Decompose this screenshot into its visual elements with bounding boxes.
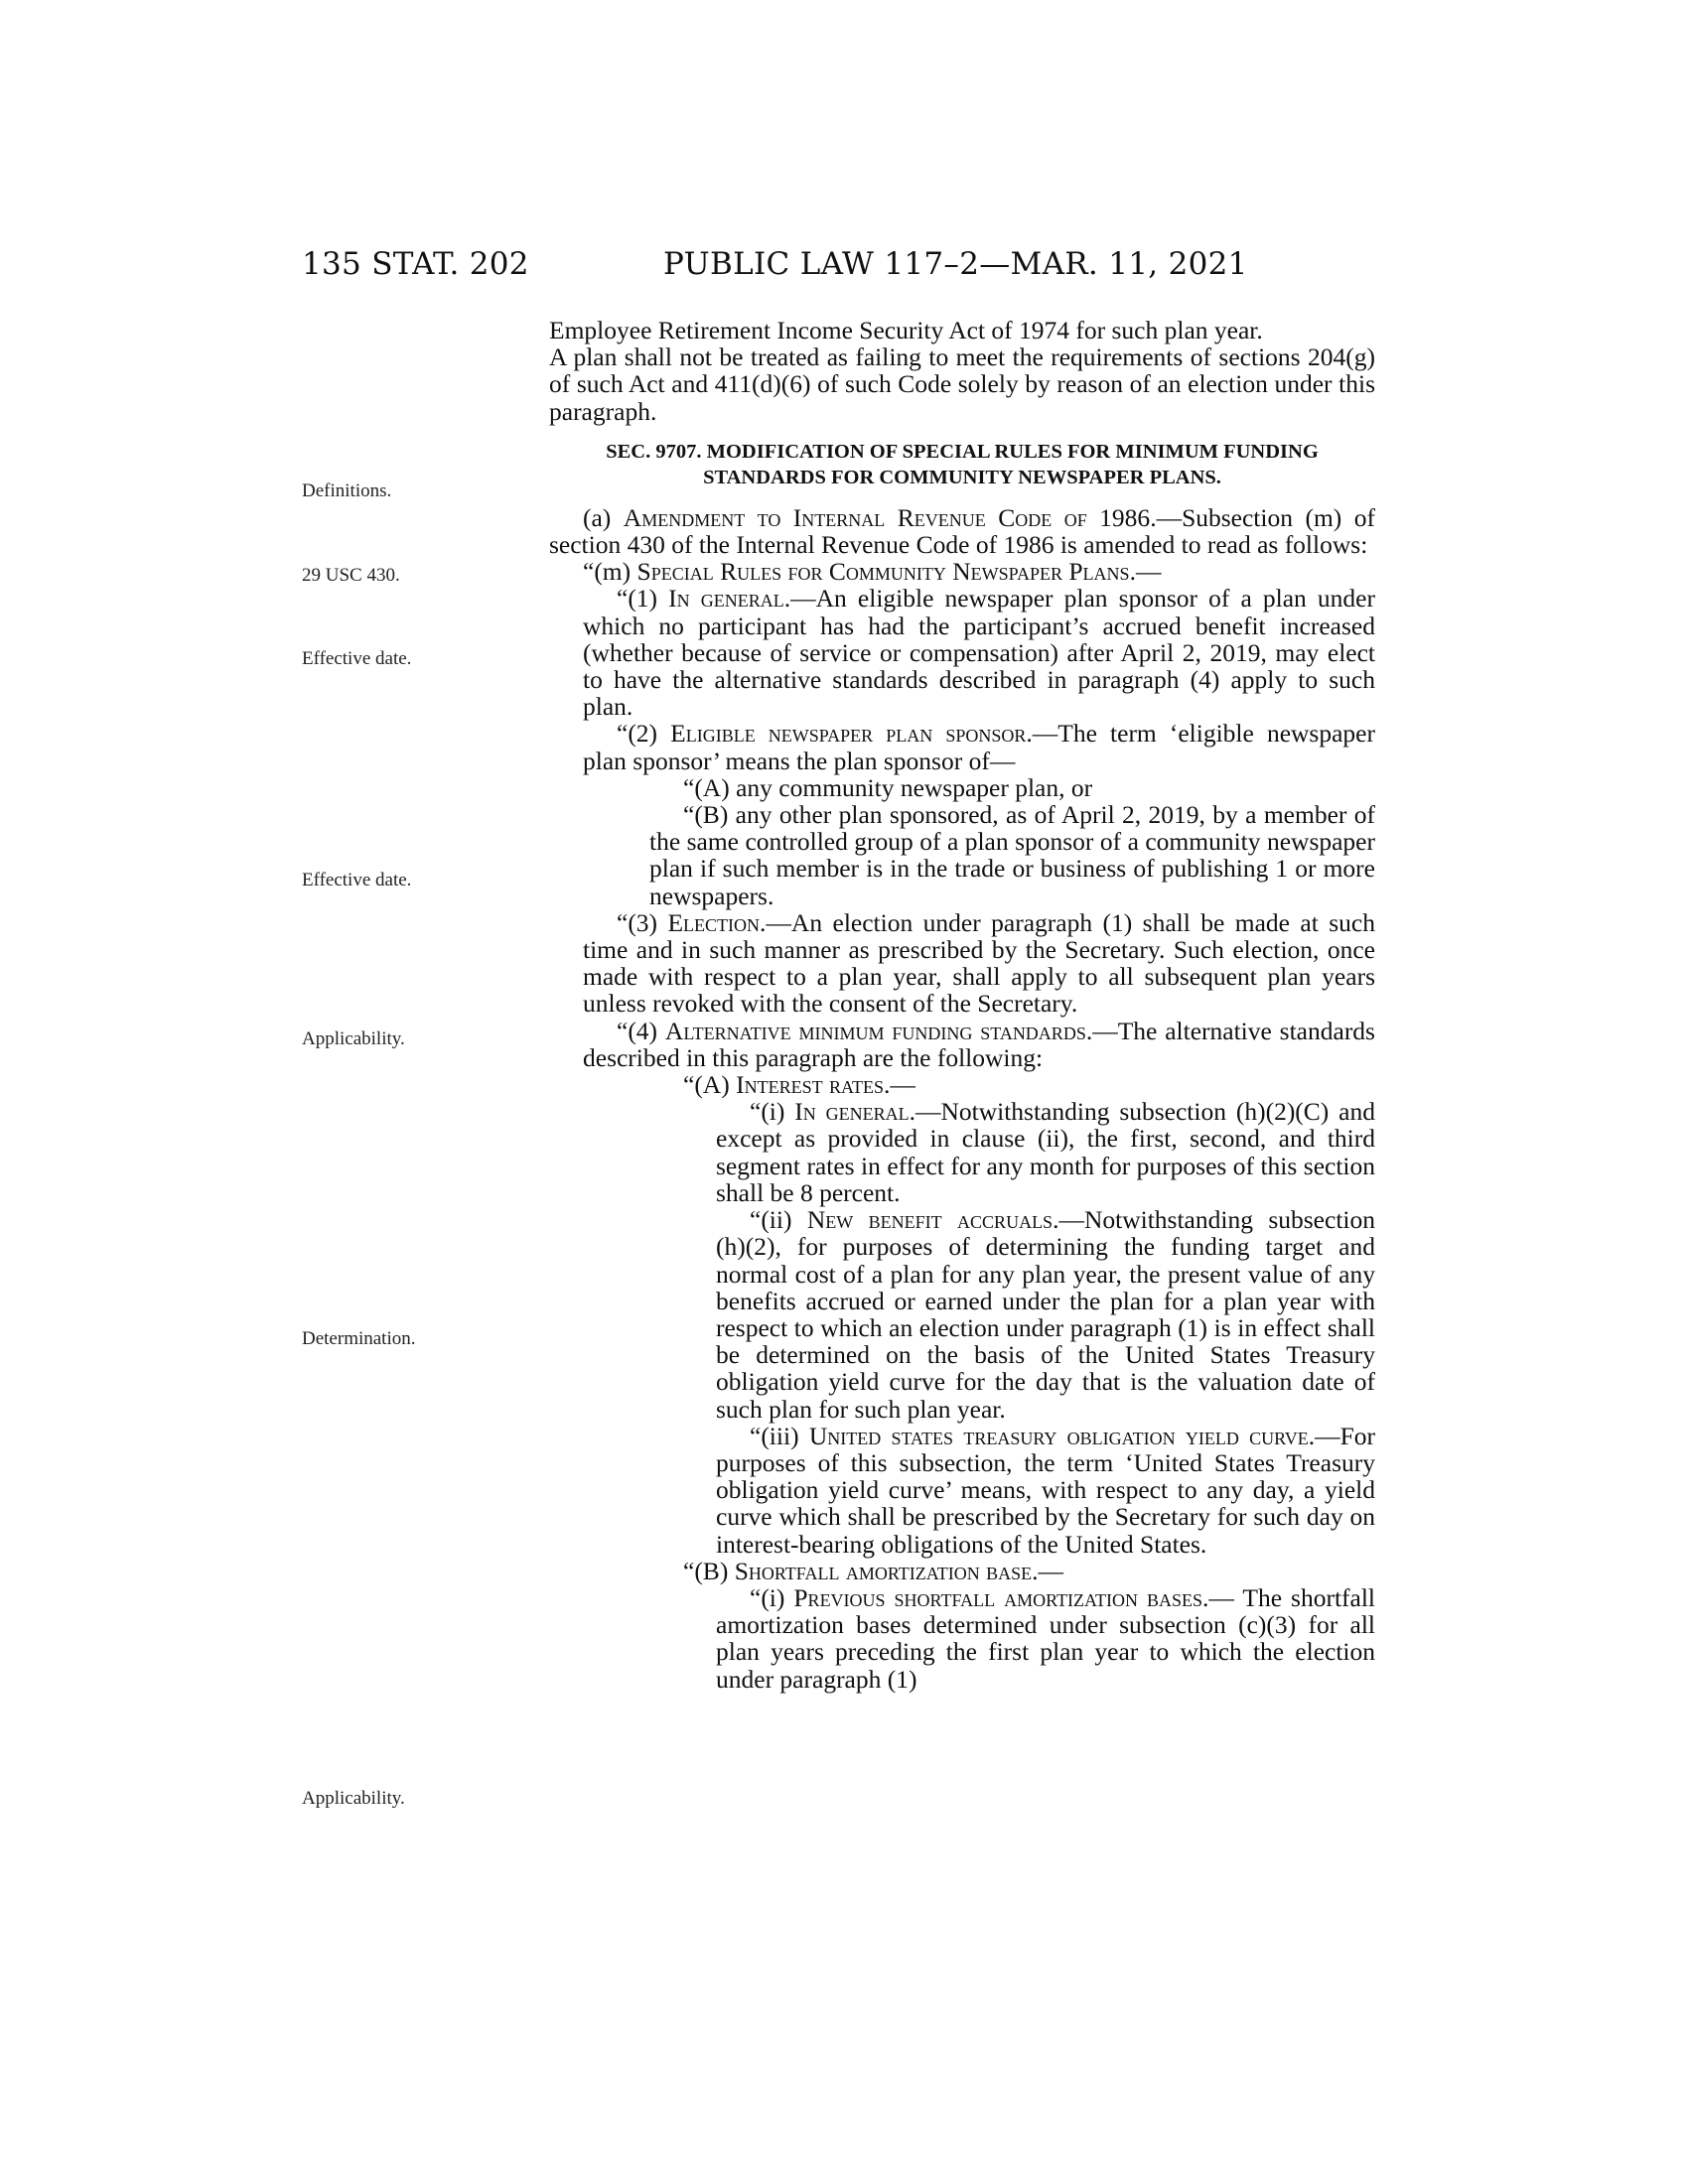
subsection-m: “(m) Special Rules for Community Newspaper Plans.—	[583, 557, 1162, 587]
clause-B-i: “(i) Previous shortfall amortization bases.— The shortfall amortization bases determined under subsection (c)(3) for all plan years preceding the first plan year to which the election under paragraph (1)	[716, 1582, 1376, 1694]
subsection-a: (a) Amendment to Internal Revenue Code of 1986.—Subsection (m) of section 430 of the Internal Revenue Code of 1986 is amended to read as follows:	[549, 502, 1375, 560]
section-heading: SEC. 9707. MODIFICATION OF SPECIAL RULES FOR MINIMUM FUNDING STANDARDS FOR COMMUNITY NEWSPAPER PLANS.	[606, 440, 1319, 488]
margin-note-definitions: Definitions.	[302, 480, 392, 501]
paragraph-1: “(1) In general.—An eligible newspaper plan sponsor of a plan under which no participant has had the participant’s accrued benefit increased (whether because of service or compensation) after April 2, 2019, may elect to have the alternative standards described in paragraph (4) apply to such plan.	[583, 584, 1375, 722]
page-stat-number: 135 STAT. 202	[302, 246, 529, 282]
plan-treatment-paragraph: A plan shall not be treated as failing to meet the requirements of sections 204(g) of such Act and 411(d)(6) of such Code solely by reason of an election under this paragraph.	[549, 342, 1375, 426]
continuation-paragraph: Employee Retirement Income Security Act of 1974 for such plan year.	[549, 316, 1263, 344]
clause-A-ii: “(ii) New benefit accruals.—Notwithstanding subsection (h)(2), for purposes of determining the funding target and normal cost of a plan for any plan year, the present value of any benefits accrued or earned under the plan for a plan year with respect to which an election under paragraph (1) is in effect shall be determined on the basis of the United States Treasury obligation yield curve for the day that is the valuation date of such plan for such plan year.	[716, 1205, 1375, 1424]
margin-note-usc-citation: 29 USC 430.	[302, 565, 400, 586]
paragraph-2: “(2) Eligible newspaper plan sponsor.—The term ‘eligible newspaper plan sponsor’ means the plan sponsor of—	[583, 719, 1375, 775]
subparagraph-B: “(B) Shortfall amortization base.—	[683, 1556, 1063, 1585]
statute-body	[549, 317, 1375, 1693]
margin-note-applicability-2: Applicability.	[302, 1788, 405, 1809]
subparagraph-A: “(A) Interest rates.—	[683, 1070, 915, 1100]
paragraph-2-B: “(B) any other plan sponsored, as of April 2, 2019, by a member of the same controlled group of a plan sponsor of a community newspaper plan if such member is in the trade or business of publishing 1 or more newspapers.	[649, 800, 1375, 910]
margin-note-determination: Determination.	[302, 1328, 416, 1349]
margin-note-effective-date-2: Effective date.	[302, 870, 412, 890]
paragraph-4: “(4) Alternative minimum funding standards.—The alternative standards described in this paragraph are the following:	[583, 1016, 1375, 1072]
clause-A-i: “(i) In general.—Notwithstanding subsection (h)(2)(C) and except as provided in clause (ii), the first, second, and third segment rates in effect for any month for purposes of this section shall be 8 percent.	[716, 1097, 1375, 1207]
paragraph-3: “(3) Election.—An election under paragraph (1) shall be made at such time and in such manner as prescribed by the Secretary. Such election, once made with respect to a plan year, shall apply to all subsequent plan years unless revoked with the consent of the Secretary.	[583, 907, 1375, 1019]
running-header-title: PUBLIC LAW 117–2—MAR. 11, 2021	[663, 246, 1248, 282]
margin-note-effective-date-1: Effective date.	[302, 648, 412, 669]
margin-note-applicability-1: Applicability.	[302, 1028, 405, 1049]
paragraph-2-A: “(A) any community newspaper plan, or	[683, 772, 1093, 802]
clause-A-iii: “(iii) United states treasury obligation yield curve.—For purposes of this subsection, the term ‘United States Treasury obligation yield curve’ means, with respect to any day, a yield curve which shall be prescribed by the Secretary for such day on interest-bearing obligations of the United States.	[716, 1421, 1375, 1559]
